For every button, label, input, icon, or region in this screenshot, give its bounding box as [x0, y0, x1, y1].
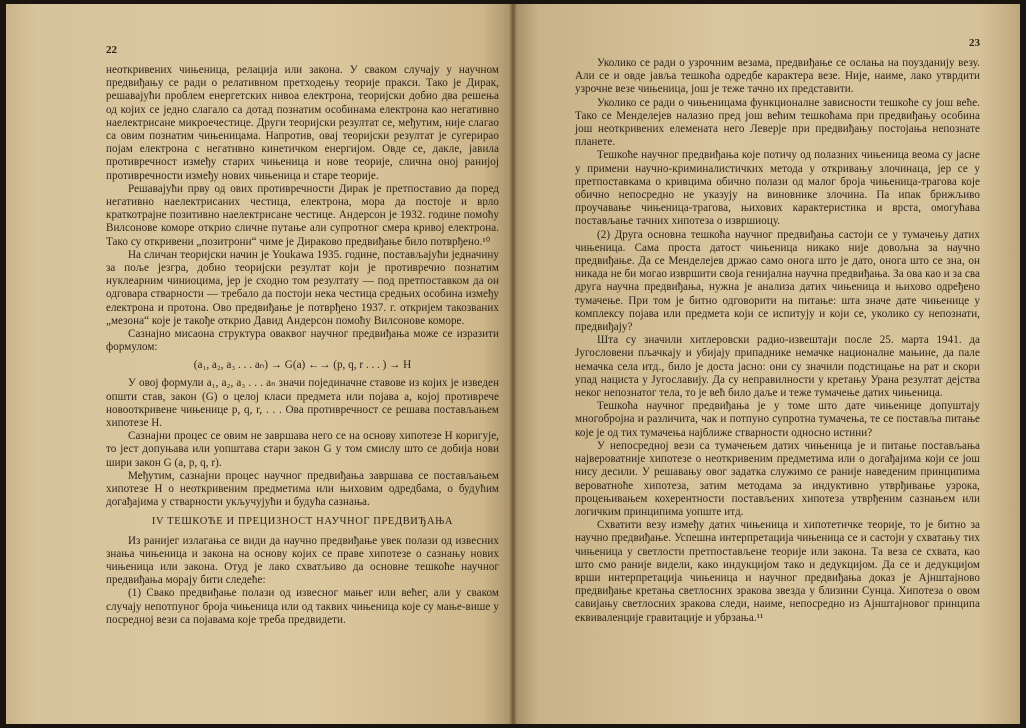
paragraph: Из ранијег излагања се види да научно предвиђање увек полази од извесних знања чињеница и закона на основу којих се праве хипотезе о сазнању нових чињеница или закона. Отуд је лако схватљиво да основне тешкоће научног предвиђања морају бити следеће: [106, 534, 499, 587]
formula: (a₁, a₂, a₃ . . . aₙ) → G(a) ←→ (p, q, r . . . ) → H [193, 359, 412, 372]
paragraph: (1) Свако предвиђање полази од извесног мањег или већег, али у сваком случају непотпуног броја чињеница или од таквих чињеница које су мање-више у посредној вези са појавама које треба предвидети. [106, 587, 499, 626]
paragraph: (2) Друга основна тешкоћа научног предвиђања састоји се у тумачењу датих чињеница. Сама проста датост чињеница никако није довољна за научно предвиђање. Да се Менделејев држао само онога што је дато, онога што се зна, он никада не би могао извршити своја генијална научна предвиђања. За ова као и за сва друга научна предвиђања, нужна је анализа датих чињеница и њихово одређено тумачење. При том је битно одговорити на питање: шта значе дате чињенице у комплексу појава или предмета који се испитују и који се, уколико су непознати, предвиђају? [575, 228, 980, 334]
section-heading: IV ТЕШКОЋЕ И ПРЕЦИЗНОСТ НАУЧНОГ ПРЕДВИЂАЊА [151, 515, 454, 527]
paragraph: Уколико се ради о узрочним везама, предвиђање се ослања на поузданију везу. Али се и овде јавља тешкоћа одредбе карактера везе. Није, наиме, лако утврдити узрочне везе чињеница, још је теже тачно их представити. [575, 57, 980, 96]
page-number: 22 [106, 44, 117, 56]
paragraph: Схватити везу између датих чињеница и хипотетичке теорије, то је битно за научно предвиђање. Успешна интерпретација чињеница се и састоји у схватању тих чињеница у светлости претпостављене теорије или закона. Та веза се схвата, као што смо раније видели, како индукцијом тако и дедукцијом. Да се и дедукцијом врши интерпретација чињеница и научног предвиђања доказ је Ајнштајново предвиђање кретања светлосних зракова звезда у близини Сунца. Хипотеза о овом савијању светлосних зракова следи, наиме, непосредно из Ајнштајновог принципа еквиваленције гравитације и убрзања.¹¹ [575, 519, 980, 624]
left-page [6, 4, 513, 724]
paragraph: У овој формули a₁, a₂, a₃ . . . aₙ значи појединачне ставове из којих је изведен општи став, закон (G) о целој класи предмета или појава a, којој противрече новооткривене чињенице p, q, r, . . . Ова противречност се решава постављањем хипотезе H. [106, 377, 499, 430]
page-number: 23 [969, 37, 980, 49]
paragraph: Тешкоћа научног предвиђања је у томе што дате чињенице допуштају многобројна и различита, чак и потпуно супротна тумачења, те се поставља питање које је од тих тумачења најближе стварности односно истини? [575, 400, 980, 439]
paragraph: неоткривених чињеница, релација или закона. У сваком случају у научном предвиђању се ради о релативном претходењу теорије пракси. Тако је Дирак, решавајући проблем енергетских нивоа електрона, теоријски добио два решења од којих се једно слагало са дотад познатим особинама електрона као негативно наелектрисане микроечестице. Други теоријски резултат се, међутим, није слагао са овим познатим чињеницама. Напротив, овај теоријски резултат је сугерирао појам електрона с негативно кинетичком енергијом. Овде се, дакле, јавила противречност између старих чињеница и нове теорије, слична оној ранијој противречности између нових чињеница и старе теорије. [106, 64, 499, 182]
paragraph: Међутим, сазнајни процес научног предвиђања завршава се постављањем хипотезе H о неоткривеним предметима или њиховим одредбама, о будућим догађајима у стварности укључујући и будућа сазнања. [106, 469, 499, 509]
paragraph: Сазнајни процес се овим не завршава него се на основу хипотезе H коригује, то јест допуњава или уопштава стари закон G у том смислу што се добија нови шири закон G (a, p, q, r). [106, 430, 499, 469]
paragraph: У непосредној вези са тумачењем датих чињеница је и питање постављања највероватније хипотезе о неоткривеним предметима или о догађајима који се још нису десили. У решавању овог задатка служимо се раније наведеним принципима вероватноће хипотеза, затим методама за индуктивно утврђивање узрока, процењивањем кохерентности постављених хипотеза утврђеним сазнањем или логичким принципима уопште итд. [575, 439, 980, 518]
book-gutter [509, 4, 517, 724]
paragraph: Шта су значили хитлеровски радио-извештаји после 25. марта 1941. да Југословени пљачкају и убијају припаднике немачке националне мањине, да пале немачка села итд., било је доста јасно: они су значили подстицање на рат и скори упад нациста у Југославију. Да су неправилности у кретању Урана резултат дејства неког непознатог тела, то је већ било даље и теже тумачење датих чињеница. [575, 334, 980, 400]
paragraph: Сазнајно мисаона структура оваквог научног предвиђања може се изразити формулом: [106, 328, 499, 354]
paragraph: На сличан теоријски начин је Youkawa 1935. године, постављајући једначину за поље језгра, добио теоријски резултат који је противречио познатим нуклеарним чиниоцима, јер је сходно том резултату — под претпоставком да он одговара стварности — требало да постоји нека честица средњих особина између електрона и протона. Ово предвиђање је потврђено 1937. г. откријем такозваних „мезона“ које је такође открио Давид Андерсон помоћу Вилсонове коморе. [106, 248, 499, 327]
paragraph: Уколико се ради о чињеницама функционалне зависности тешкоће су још веће. Тако се Менделејев налазио пред још већим тешкоћама при предвиђању особина још неоткривених елемената него Леверје при предвиђању постојања непознате планете. [575, 96, 980, 149]
right-page [513, 4, 1020, 724]
paragraph: Решавајући прву од ових противречности Дирак је претпоставио да поред негативно наелектрисаних честица, електрона, мора да постоје и врло краткотрајне позитивно наелектрисане честице. Андерсон је 1932. године помоћу Вилсонове коморе открио сличне путање али супротног смера кривој електрона. Тако су откривени „позитрони“ чиме је Дираково предвиђање било потврђено.¹⁰ [106, 182, 499, 248]
paragraph: Тешкоће научног предвиђања које потичу од полазних чињеница веома су јасне у примени научно-криминалистичких метода у откривању злочинаца, јер се у претпоставкама о кривцима обично полази од малог броја чињеница-трагова које обично непосредно не указују на виновнике злочина. Па ипак брижљиво проучавање чињеница-трагова, њихових карактеристика и врста, омогућава постављање тачних хипотеза о извршиоцу. [575, 149, 980, 228]
book-spread [6, 4, 1020, 724]
